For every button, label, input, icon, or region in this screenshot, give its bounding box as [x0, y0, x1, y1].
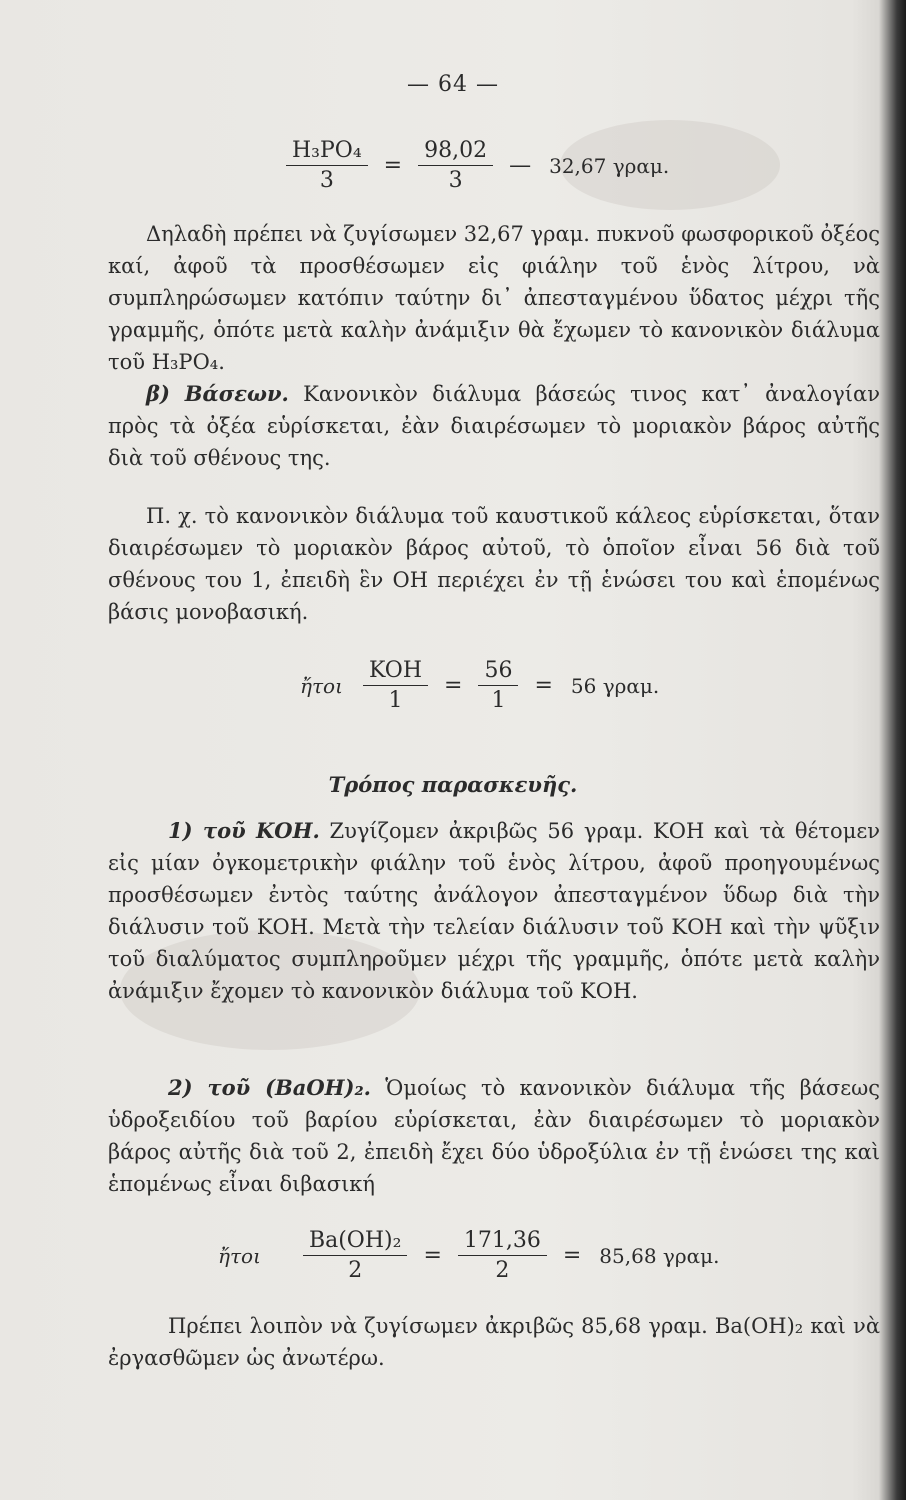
equals-sign: = [562, 1243, 582, 1268]
fraction-koh [363, 658, 428, 713]
formula-result: 56 γραμ. [570, 673, 660, 698]
paragraph-text: Πρέπει λοιπὸν νὰ ζυγίσωμεν ἀκριβῶς 85,68 γραμ. Ba(OH)₂ καὶ νὰ ἐργασθῶμεν ὡς ἀνωτέρω. [108, 1314, 880, 1370]
paragraph-final [108, 1310, 880, 1374]
fraction-denominator: 2 [348, 1258, 363, 1283]
formula-prefix: ἤτοι [300, 673, 343, 698]
formula-baoh [218, 1228, 719, 1283]
paragraph-bases [108, 378, 880, 474]
paragraph-example [108, 500, 880, 628]
fraction-denominator: 3 [448, 168, 463, 193]
paragraph-text: Π. χ. τὸ κανονικὸν διάλυμα τοῦ καυστικοῦ κάλεος εὑρίσκεται, ὅταν διαιρέσωμεν τὸ μοριακὸν βάρος αὐτοῦ, τὸ ὁποῖον εἶναι 56 διὰ τοῦ σθένους του 1, ἐπειδὴ ἓν ΟΗ περιέχει ἐν τῇ ἑνώσει του καὶ ἑπομένως βάσις μονοβασική. [108, 504, 880, 624]
paragraph-text: Κανονικὸν διάλυμα βάσεώς τινος κατ᾽ ἀναλογίαν πρὸς τὰ ὀξέα εὑρίσκεται, ἐὰν διαιρέσωμεν τὸ μοριακὸν βάρος αὐτῆς διὰ τοῦ σθένους της. [108, 382, 880, 470]
fraction-value [418, 138, 493, 193]
fraction-numerator: H₃PO₄ [286, 138, 368, 166]
fraction-value [478, 658, 518, 713]
formula-result: 85,68 γραμ. [599, 1243, 720, 1268]
section-label: β) Βάσεων. [146, 381, 289, 406]
equals-sign: = [534, 673, 553, 698]
fraction-denominator: 2 [495, 1258, 510, 1283]
fraction-denominator: 1 [491, 688, 506, 713]
paragraph-1 [108, 218, 880, 378]
fraction-numerator: Ba(OH)₂ [303, 1228, 408, 1256]
equals-sign: = [423, 1243, 442, 1268]
fraction-numerator: KOH [363, 658, 428, 686]
equals-sign: = [444, 673, 463, 698]
section-label: 2) τοῦ (BaOH)₂. [168, 1075, 371, 1100]
paragraph-text: Ζυγίζομεν ἀκριβῶς 56 γραμ. ΚΟΗ καὶ τὰ θέτομεν εἰς μίαν ὀγκομετρικὴν φιάλην τοῦ ἑνὸς λίτρου, ἀφοῦ προηγουμένως προσθέσωμεν ἐντὸς ταύτης ἀνάλογον ἀπεσταγμένον ὕδωρ διὰ τὴν διάλυσιν τοῦ ΚΟΗ. Μετὰ τὴν τελείαν διάλυσιν τοῦ ΚΟΗ καὶ τὴν ψῦξιν τοῦ διαλύματος συμπληροῦμεν μέχρι τῆς γραμμῆς, ὁπότε μετὰ καλὴν ἀνάμιξιν ἔχομεν τὸ κανονικὸν διάλυμα τοῦ ΚΟΗ. [108, 819, 880, 1003]
fraction-numerator: 56 [478, 658, 518, 686]
fraction-numerator: 171,36 [458, 1228, 547, 1256]
section-label: 1) τοῦ ΚΟΗ. [168, 818, 320, 843]
page-number: — 64 — [407, 72, 499, 97]
fraction-baoh [303, 1228, 408, 1283]
equals-sign: = [383, 153, 403, 178]
fraction-numerator: 98,02 [418, 138, 493, 166]
paragraph-baoh [108, 1072, 880, 1200]
paragraph-koh [108, 815, 880, 1007]
paragraph-text: Ὁμοίως τὸ κανονικὸν διάλυμα τῆς βάσεως ὑδροξειδίου τοῦ βαρίου εὑρίσκεται, ἐὰν διαιρέσωμεν τὸ μοριακὸν βάρος αὐτῆς διὰ τοῦ 2, ἐπειδὴ ἔχει δύο ὑδροξύλια ἐν τῇ ἑνώσει της καὶ ἑπομένως εἶναι διβασική [108, 1076, 880, 1196]
fraction-value [458, 1228, 547, 1283]
formula-result: 32,67 γραμ. [549, 153, 670, 178]
formula-h3po4 [280, 138, 669, 193]
formula-prefix: ἤτοι [218, 1243, 261, 1268]
fraction-denominator: 3 [319, 168, 334, 193]
formula-koh [300, 658, 659, 713]
paragraph-text: Δηλαδὴ πρέπει νὰ ζυγίσωμεν 32,67 γραμ. πυκνοῦ φωσφορικοῦ ὀξέος καί, ἀφοῦ τὰ προσθέσωμεν εἰς φιάλην τοῦ ἑνὸς λίτρου, νὰ συμπληρώσωμεν κατόπιν ταύτην δι᾽ ἀπεσταγμένου ὕδατος μέχρι τῆς γραμμῆς, ὁπότε μετὰ καλὴν ἀνάμιξιν θὰ ἔχωμεν τὸ κανονικὸν διάλυμα τοῦ H₃PO₄. [108, 222, 880, 374]
fraction-denominator: 1 [388, 688, 403, 713]
dash-sign: — [509, 153, 532, 178]
fraction-h3po4 [286, 138, 368, 193]
section-heading: Τρόπος παρασκευῆς. [328, 772, 578, 797]
